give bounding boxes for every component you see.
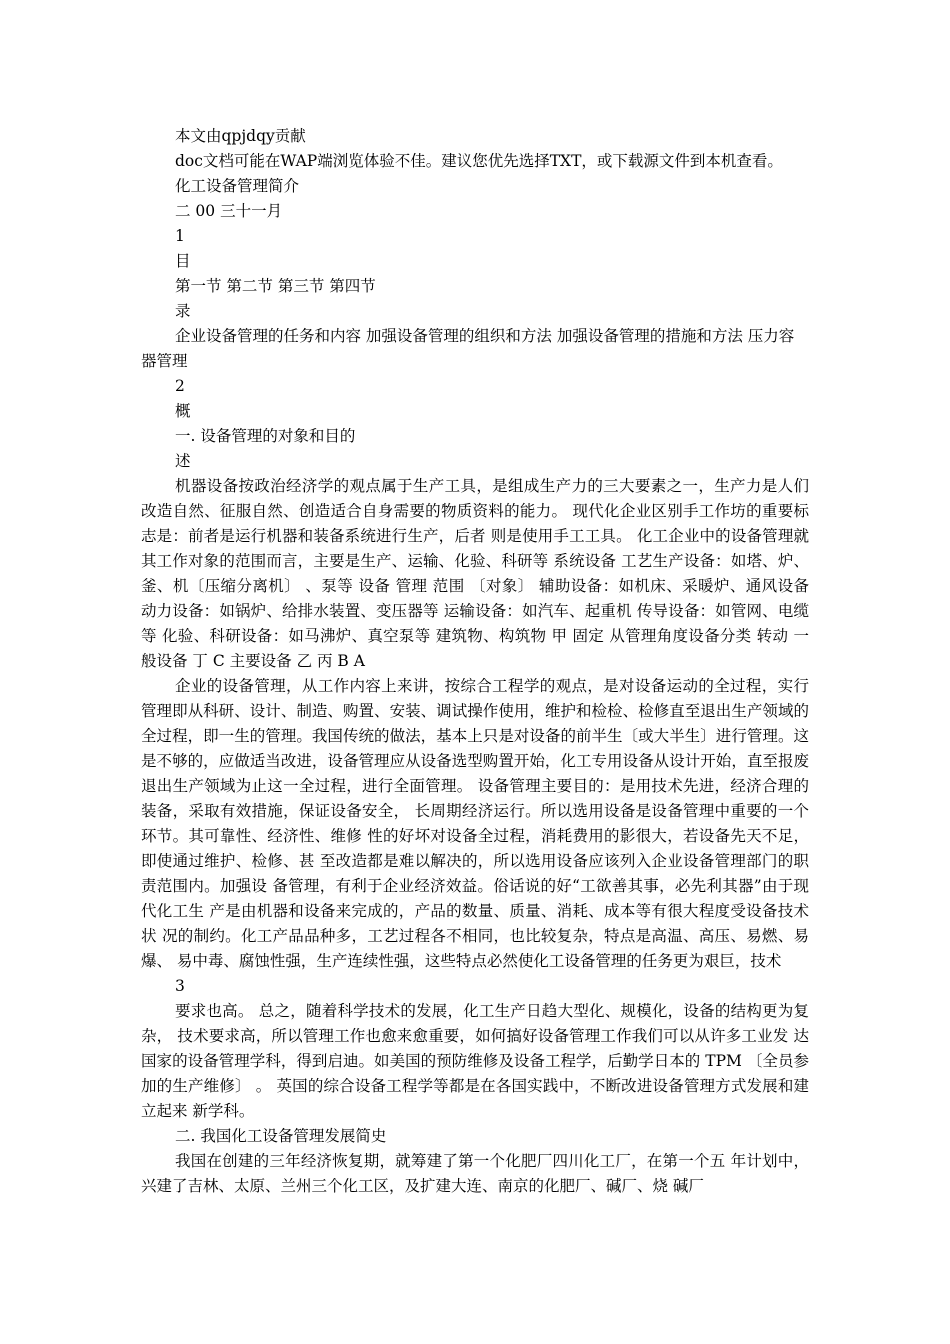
toc-heading-mu: 目 (175, 252, 191, 270)
body-paragraph: 机器设备按政治经济学的观点属于生产工具，是组成生产力的三大要素之一，生产力是人们改造自然、征服自然、创造适合自身需要的物质资料的能力。 现代化企业区别手工作坊的重要标志是：前者是运行机器和装备系统进行生产，后者 则是使用手工工具。 化工企业中的设备管理就其工作对象的范围而言，主要是生产、运输、化验、科研等 系统设备 工艺生产设备：如塔、炉、釜、机〔压缩分离机〕 、泵等 设备 管理 范围 〔对象〕 辅助设备：如机床、采暖炉、通风设备 动力设备：如锅炉、给排水装置、变压器等 运输设备：如汽车、起重机 传导设备：如管网、电缆等 化验、科研设备：如马沸炉、真空泵等 建筑物、构筑物 甲 固定 从管理角度设备分类 转动 一般设备 丁 C 主要设备 乙 丙 B A (141, 477, 809, 670)
body-paragraph: 要求也高。 总之，随着科学技术的发展，化工生产日趋大型化、规模化，设备的结构更为复杂， 技术要求高，所以管理工作也愈来愈重要，如何搞好设备管理工作我们可以从许多工业发 达国家的设备管理学科，得到启迪。如美国的预防维修及设备工程学，后勤学日本的 TPM 〔全员参加的生产维修〕 。 英国的综合设备工程学等都是在各国实践中，不断改进设备管理方式发展和建立起来 新学科。 (141, 1002, 809, 1120)
page-number: 2 (175, 377, 185, 395)
body-paragraph: 企业的设备管理，从工作内容上来讲，按综合工程学的观点，是对设备运动的全过程，实行管理即从科研、设计、制造、购置、安装、调试操作使用，维护和检检、检修直至退出生产领域的全过程，即一生的管理。我国传统的做法，基本上只是对设备的前半生〔或大半生〕进行管理。这是不够的，应做适当改进，设备管理应从设备选型购置开始，化工专用设备从设计开始，直至报废退出生产领域为止这一全过程，进行全面管理。 设备管理主要目的：是用技术先进，经济合理的装备，采取有效措施，保证设备安全， 长周期经济运行。所以选用设备是设备管理中重要的一个环节。其可靠性、经济性、维修 性的好坏对设备全过程，消耗费用的影很大，若设备先天不足，即使通过维护、检修、甚 至改造都是难以解决的，所以选用设备应该列入企业设备管理部门的职责范围内。加强设 备管理，有利于企业经济效益。俗话说的好“工欲善其事，必先利其器”由于现代化工生 产是由机器和设备来完成的，产品的数量、质量、消耗、成本等有很大程度受设备技术状 况的制约。化工产品品种多，工艺过程各不相同，也比较复杂，特点是高温、高压、易燃、易爆、 易中毒、腐蚀性强，生产连续性强，这些特点必然使化工设备管理的任务更为艰巨，技术 (141, 677, 809, 970)
section-heading: 二. 我国化工设备管理发展简史 (175, 1127, 387, 1145)
toc-heading-lu: 录 (175, 302, 191, 320)
overview-heading-shu: 述 (175, 452, 191, 470)
toc-section-list: 第一节 第二节 第三节 第四节 (175, 277, 376, 295)
body-paragraph: 我国在创建的三年经济恢复期，就筹建了第一个化肥厂四川化工厂，在第一个五 年计划中，兴建了吉林、太原、兰州三个化工区，及扩建大连、南京的化肥厂、碱厂、烧 碱厂 (141, 1152, 809, 1195)
document-body (141, 124, 809, 1199)
format-notice: doc文档可能在WAP端浏览体验不佳。建议您优先选择TXT，或下载源文件到本机查看。 (175, 152, 783, 170)
contributor-line: 本文由qpjdqy贡献 (175, 127, 306, 145)
document-date: 二 00 三十一月 (175, 202, 283, 220)
page-number: 3 (175, 977, 185, 995)
section-heading: 一. 设备管理的对象和目的 (175, 427, 356, 445)
document-title: 化工设备管理简介 (175, 177, 300, 195)
overview-heading-gai: 概 (175, 402, 191, 420)
toc-items: 企业设备管理的任务和内容 加强设备管理的组织和方法 加强设备管理的措施和方法 压力容器管理 (141, 327, 795, 370)
page-number: 1 (175, 227, 185, 245)
